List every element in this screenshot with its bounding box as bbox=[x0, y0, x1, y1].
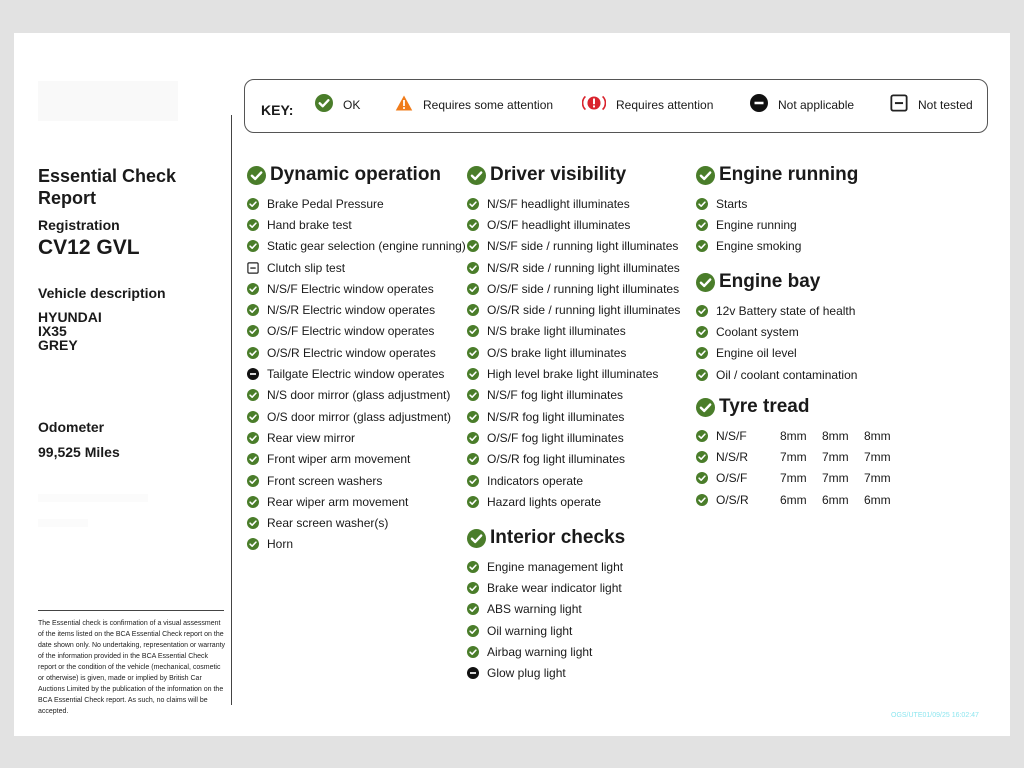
check-icon bbox=[467, 529, 490, 548]
minus-circle-icon bbox=[247, 368, 267, 380]
check-item bbox=[247, 406, 466, 427]
check-item bbox=[467, 556, 625, 577]
section-engine-bay bbox=[696, 272, 857, 385]
check-icon bbox=[467, 368, 487, 380]
check-label: Engine running bbox=[716, 217, 797, 232]
registration-label: Registration bbox=[38, 217, 120, 233]
check-label: Front wiper arm movement bbox=[267, 452, 411, 467]
check-item bbox=[467, 406, 680, 427]
report-title: Essential Check Report bbox=[38, 166, 177, 208]
check-icon bbox=[247, 389, 267, 401]
check-icon bbox=[696, 369, 716, 381]
check-label: O/S brake light illuminates bbox=[487, 345, 627, 360]
check-item bbox=[467, 299, 680, 320]
tyre-position: N/S/R bbox=[716, 449, 749, 464]
check-item bbox=[247, 236, 466, 257]
check-icon bbox=[467, 166, 490, 185]
check-label: Engine smoking bbox=[716, 239, 802, 254]
check-icon bbox=[467, 347, 487, 359]
vehicle-description bbox=[38, 310, 102, 352]
check-icon bbox=[247, 347, 267, 359]
check-item bbox=[696, 364, 857, 385]
tread-depth: 6mm bbox=[822, 492, 849, 507]
check-label: Brake wear indicator light bbox=[487, 580, 622, 595]
check-label: Glow plug light bbox=[487, 666, 566, 681]
tread-depth: 6mm bbox=[864, 492, 891, 507]
tread-depth: 7mm bbox=[780, 449, 807, 464]
key-label: Not applicable bbox=[778, 97, 855, 112]
section-title: Dynamic operation bbox=[270, 164, 442, 185]
tread-depth: 7mm bbox=[780, 471, 807, 486]
check-label: Oil / coolant contamination bbox=[716, 367, 858, 382]
tread-depth: 8mm bbox=[822, 428, 849, 443]
tread-depth: 8mm bbox=[780, 428, 807, 443]
section-heading bbox=[467, 165, 680, 185]
check-icon bbox=[247, 475, 267, 487]
check-label: Hand brake test bbox=[267, 217, 352, 232]
check-label: Brake Pedal Pressure bbox=[267, 196, 384, 211]
check-item bbox=[696, 343, 857, 364]
check-icon bbox=[247, 538, 267, 550]
check-label: N/S door mirror (glass adjustment) bbox=[267, 388, 451, 403]
report-page bbox=[14, 33, 1010, 736]
check-icon bbox=[467, 625, 487, 637]
check-label: O/S door mirror (glass adjustment) bbox=[267, 409, 452, 424]
check-label: O/S/F Electric window operates bbox=[267, 324, 435, 339]
footer-stamp: OGS/UTE01/09/25 16:02:47 bbox=[891, 712, 979, 719]
check-item bbox=[467, 257, 680, 278]
check-icon bbox=[247, 411, 267, 423]
section-engine-running bbox=[696, 165, 858, 257]
check-label: Rear screen washer(s) bbox=[267, 516, 389, 531]
check-item bbox=[247, 427, 466, 448]
check-label: 12v Battery state of health bbox=[716, 303, 856, 318]
check-item bbox=[696, 446, 906, 467]
check-label: N/S/F Electric window operates bbox=[267, 281, 434, 296]
odometer-label: Odometer bbox=[38, 419, 105, 435]
check-icon bbox=[467, 411, 487, 423]
check-icon bbox=[696, 166, 719, 185]
check-label: Horn bbox=[267, 537, 294, 552]
check-icon bbox=[467, 240, 487, 252]
check-icon bbox=[467, 389, 487, 401]
check-icon bbox=[467, 561, 487, 573]
check-item bbox=[467, 491, 680, 512]
check-item bbox=[247, 321, 466, 342]
check-item bbox=[247, 491, 466, 512]
check-label: Airbag warning light bbox=[487, 644, 593, 659]
tread-depth: 7mm bbox=[822, 471, 849, 486]
check-label: N/S/R Electric window operates bbox=[267, 303, 436, 318]
check-icon bbox=[696, 472, 716, 484]
minus-square-icon bbox=[247, 262, 267, 274]
check-item bbox=[467, 193, 680, 214]
check-label: Front screen washers bbox=[267, 473, 383, 488]
check-item bbox=[247, 512, 466, 533]
check-icon bbox=[467, 453, 487, 465]
check-label: Rear view mirror bbox=[267, 430, 356, 445]
check-icon bbox=[696, 430, 716, 442]
tread-depth: 6mm bbox=[780, 492, 807, 507]
section-heading bbox=[696, 272, 857, 292]
check-label: Engine management light bbox=[487, 559, 624, 574]
check-icon bbox=[247, 219, 267, 231]
check-label: Coolant system bbox=[716, 324, 799, 339]
check-label: Starts bbox=[716, 196, 748, 211]
tread-depth: 7mm bbox=[822, 449, 849, 464]
check-icon bbox=[467, 283, 487, 295]
check-label: N/S/R fog light illuminates bbox=[487, 409, 625, 424]
section-title: Engine bay bbox=[719, 271, 821, 292]
tyre-position: O/S/F bbox=[716, 471, 748, 486]
check-icon bbox=[696, 273, 719, 292]
check-item bbox=[467, 278, 680, 299]
faint-text-block bbox=[38, 494, 148, 502]
tread-depth: 8mm bbox=[864, 428, 891, 443]
tyre-position: O/S/R bbox=[716, 492, 749, 507]
check-item bbox=[467, 599, 625, 620]
check-item bbox=[696, 214, 858, 235]
section-title: Driver visibility bbox=[490, 164, 627, 185]
check-item bbox=[247, 214, 466, 235]
minus-circle-icon bbox=[750, 94, 778, 115]
check-item bbox=[696, 236, 858, 257]
alert-exclamation-icon bbox=[582, 94, 616, 115]
key-label: Requires attention bbox=[616, 97, 714, 112]
section-dynamic-operation bbox=[247, 165, 466, 555]
check-item bbox=[467, 641, 625, 662]
check-item bbox=[247, 534, 466, 555]
section-title: Engine running bbox=[719, 164, 859, 185]
check-item bbox=[467, 363, 680, 384]
check-item bbox=[696, 425, 906, 446]
check-item bbox=[247, 363, 466, 384]
check-item bbox=[696, 193, 858, 214]
check-label: O/S/R Electric window operates bbox=[267, 345, 436, 360]
check-item bbox=[696, 468, 906, 489]
check-label: N/S/F fog light illuminates bbox=[487, 388, 624, 403]
section-driver-visibility bbox=[467, 165, 680, 512]
tyre-position: N/S/F bbox=[716, 428, 747, 443]
check-label: Hazard lights operate bbox=[487, 494, 602, 509]
check-icon bbox=[696, 347, 716, 359]
key-label: OK bbox=[343, 97, 361, 112]
check-label: Rear wiper arm movement bbox=[267, 494, 409, 509]
check-label: O/S/F headlight illuminates bbox=[487, 217, 631, 232]
check-item bbox=[247, 470, 466, 491]
section-heading bbox=[467, 528, 625, 548]
check-label: Engine oil level bbox=[716, 346, 797, 361]
tread-depth: 7mm bbox=[864, 449, 891, 464]
check-item bbox=[247, 257, 466, 278]
check-icon bbox=[247, 240, 267, 252]
check-label: Oil warning light bbox=[487, 623, 573, 638]
key-item-some-attention bbox=[395, 94, 553, 115]
minus-square-icon bbox=[890, 94, 918, 115]
disclaimer-text: The Essential check is confirmation of a visual assessment of the items listed on the BCA Essential Check report on the date shown only. No undertaking, representation or warranty of the information provided in the BCA Essential Check report or the condition of the vehicle (mechanical, cosmetic or otherwise) is given, made or implied by British Car Auctions Limited by the publication of the information on the BCA Essential Check report. As such, no claims will be accepted. bbox=[38, 620, 226, 715]
check-item bbox=[247, 449, 466, 470]
check-icon bbox=[467, 432, 487, 444]
check-item bbox=[467, 662, 625, 683]
check-item bbox=[467, 620, 625, 641]
check-icon bbox=[696, 326, 716, 338]
check-icon bbox=[467, 603, 487, 615]
check-icon bbox=[467, 646, 487, 658]
check-item bbox=[467, 342, 680, 363]
check-icon bbox=[696, 494, 716, 506]
check-icon bbox=[467, 496, 487, 508]
check-icon bbox=[696, 219, 716, 231]
section-tyre-tread bbox=[696, 397, 906, 510]
check-label: N/S/F headlight illuminates bbox=[487, 196, 630, 211]
check-icon bbox=[467, 582, 487, 594]
key-label: Requires some attention bbox=[423, 97, 554, 112]
check-item bbox=[247, 342, 466, 363]
check-icon bbox=[467, 198, 487, 210]
check-label: High level brake light illuminates bbox=[487, 367, 659, 382]
faint-text-block bbox=[38, 519, 88, 527]
disclaimer-divider bbox=[38, 610, 224, 611]
check-label: Indicators operate bbox=[487, 473, 584, 488]
check-label: N/S brake light illuminates bbox=[487, 324, 626, 339]
minus-circle-icon bbox=[467, 667, 487, 679]
check-item bbox=[467, 385, 680, 406]
check-icon bbox=[696, 451, 716, 463]
status-key bbox=[244, 79, 988, 133]
check-label: O/S/F fog light illuminates bbox=[487, 430, 624, 445]
check-icon bbox=[467, 475, 487, 487]
check-icon bbox=[247, 432, 267, 444]
check-icon bbox=[247, 304, 267, 316]
check-icon bbox=[467, 304, 487, 316]
check-icon bbox=[696, 398, 719, 417]
check-icon bbox=[696, 305, 716, 317]
check-label: O/S/R fog light illuminates bbox=[487, 452, 626, 467]
check-item bbox=[467, 214, 680, 235]
check-item bbox=[247, 193, 466, 214]
check-icon bbox=[467, 219, 487, 231]
section-interior-checks bbox=[467, 528, 625, 684]
vehicle-colour: GREY bbox=[38, 337, 78, 353]
key-item-not-tested bbox=[890, 94, 973, 115]
key-item-not-applicable bbox=[750, 94, 854, 115]
check-icon bbox=[247, 453, 267, 465]
section-title: Interior checks bbox=[490, 527, 626, 548]
vehicle-description-label: Vehicle description bbox=[38, 285, 166, 301]
vehicle-model: IX35 bbox=[38, 323, 67, 339]
check-icon bbox=[247, 496, 267, 508]
check-label: Tailgate Electric window operates bbox=[267, 367, 445, 382]
check-item bbox=[467, 236, 680, 257]
check-icon bbox=[247, 166, 270, 185]
check-icon bbox=[247, 283, 267, 295]
check-label: N/S/F side / running light illuminates bbox=[487, 239, 679, 254]
check-item bbox=[467, 577, 625, 598]
check-item bbox=[247, 385, 466, 406]
registration-value: CV12 GVL bbox=[38, 236, 140, 259]
check-icon bbox=[247, 325, 267, 337]
check-icon bbox=[467, 262, 487, 274]
check-label: ABS warning light bbox=[487, 602, 582, 617]
key-label: Not tested bbox=[918, 97, 973, 112]
tread-depth: 7mm bbox=[864, 471, 891, 486]
check-label: Clutch slip test bbox=[267, 260, 346, 275]
key-title: KEY: bbox=[261, 102, 294, 118]
check-item bbox=[467, 427, 680, 448]
warning-triangle-icon bbox=[395, 94, 423, 115]
check-item bbox=[247, 278, 466, 299]
check-icon bbox=[467, 325, 487, 337]
check-item bbox=[467, 321, 680, 342]
vehicle-make: HYUNDAI bbox=[38, 309, 102, 325]
check-label: N/S/R side / running light illuminates bbox=[487, 260, 680, 275]
section-heading bbox=[696, 397, 906, 417]
check-item bbox=[467, 449, 680, 470]
check-item bbox=[696, 300, 857, 321]
section-title: Tyre tread bbox=[719, 396, 810, 417]
check-icon bbox=[696, 240, 716, 252]
check-item bbox=[696, 321, 857, 342]
key-item-attention bbox=[582, 94, 713, 115]
section-heading bbox=[696, 165, 858, 185]
check-label: Static gear selection (engine running) bbox=[267, 239, 466, 254]
check-label: O/S/F side / running light illuminates bbox=[487, 281, 680, 296]
check-icon bbox=[315, 94, 343, 115]
bca-logo bbox=[38, 81, 178, 121]
check-label: O/S/R side / running light illuminates bbox=[487, 303, 681, 318]
check-item bbox=[467, 470, 680, 491]
check-item bbox=[696, 489, 906, 510]
check-icon bbox=[696, 198, 716, 210]
check-icon bbox=[247, 198, 267, 210]
column-divider bbox=[231, 115, 232, 705]
section-heading bbox=[247, 165, 466, 185]
check-icon bbox=[247, 517, 267, 529]
odometer-value: 99,525 Miles bbox=[38, 444, 120, 460]
check-item bbox=[247, 299, 466, 320]
key-item-ok bbox=[315, 94, 360, 115]
